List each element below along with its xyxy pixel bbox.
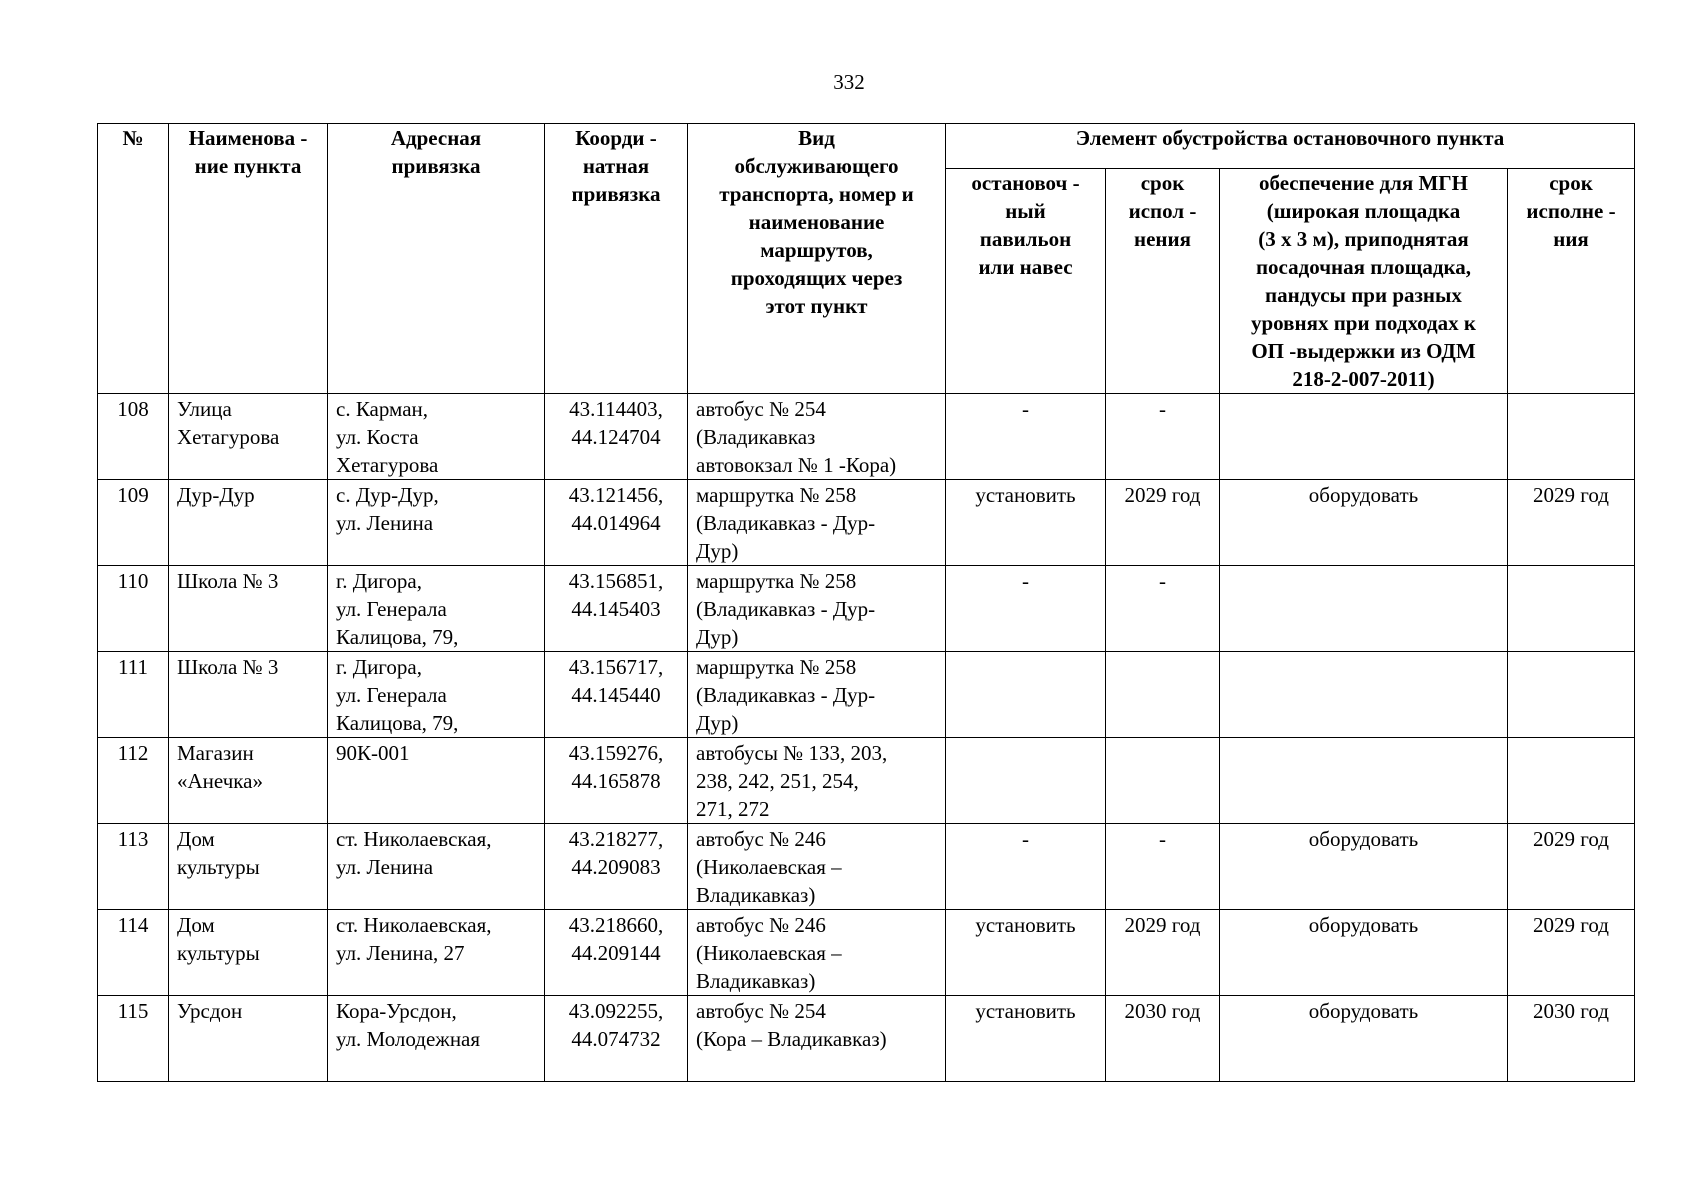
cell-transport-line: (Владикавказ: [696, 425, 816, 449]
cell-address-line: 90К-001: [336, 741, 410, 765]
cell-term-mgn: 2030 год: [1508, 996, 1635, 1082]
cell-term-pavilion: -: [1106, 566, 1220, 652]
cell-coordinates-line: 43.218660,: [568, 913, 664, 937]
cell-coordinates: [545, 738, 688, 824]
header-line: маршрутов,: [760, 238, 873, 262]
cell-mgn: [1220, 566, 1508, 652]
cell-term-mgn: [1508, 566, 1635, 652]
cell-transport-line: автобус № 254: [696, 397, 826, 421]
cell-transport-line: маршрутка № 258: [696, 655, 857, 679]
cell-term-mgn: [1508, 738, 1635, 824]
cell-address: [328, 738, 545, 824]
cell-term-mgn: [1508, 652, 1635, 738]
cell-transport-line: Дур): [696, 711, 739, 735]
cell-address-line: с. Карман,: [336, 397, 429, 421]
cell-transport: [688, 996, 946, 1082]
cell-transport: [688, 566, 946, 652]
header-line: (широкая площадка: [1266, 199, 1461, 223]
cell-coordinates-line: 43.156851,: [568, 569, 664, 593]
table-row: [98, 910, 1635, 996]
header-transport: [688, 124, 946, 394]
header-line: натная: [582, 154, 650, 178]
cell-transport-line: автобус № 254: [696, 999, 826, 1023]
cell-transport-line: автобусы № 133, 203,: [696, 741, 888, 765]
cell-term-mgn: 2029 год: [1508, 910, 1635, 996]
cell-num: 114: [98, 910, 169, 996]
cell-address-line: ул. Молодежная: [336, 1027, 481, 1051]
cell-name-line: Школа № 3: [177, 569, 279, 593]
cell-pavilion: установить: [946, 480, 1106, 566]
cell-coordinates-line: 44.145440: [571, 683, 661, 707]
cell-pavilion: [946, 738, 1106, 824]
cell-transport-line: маршрутка № 258: [696, 569, 857, 593]
header-element-group: [946, 124, 1635, 169]
table-row: [98, 996, 1635, 1082]
cell-address: [328, 824, 545, 910]
cell-address-line: Калицова, 79,: [336, 711, 459, 735]
header-line: Коорди -: [575, 126, 657, 150]
table-body: [98, 394, 1635, 1082]
cell-num: 112: [98, 738, 169, 824]
cell-address-line: ст. Николаевская,: [336, 827, 492, 851]
table-row: [98, 394, 1635, 480]
cell-coordinates-line: 43.121456,: [568, 483, 664, 507]
header-line: уровнях при подходах к: [1250, 311, 1477, 335]
header-term-mgn: [1508, 169, 1635, 394]
cell-name: [169, 394, 328, 480]
cell-address: [328, 566, 545, 652]
cell-address: [328, 996, 545, 1082]
cell-num: 110: [98, 566, 169, 652]
cell-coordinates: [545, 566, 688, 652]
cell-address-line: ул. Генерала: [336, 597, 447, 621]
cell-address-line: Хетагурова: [336, 453, 439, 477]
cell-address-line: г. Дигора,: [336, 569, 422, 593]
cell-name-line: культуры: [177, 855, 260, 879]
cell-transport-line: (Кора – Владикавказ): [696, 1027, 887, 1051]
header-term-pavilion: [1106, 169, 1220, 394]
header-line: №: [122, 126, 144, 150]
table-row: [98, 480, 1635, 566]
cell-num: 113: [98, 824, 169, 910]
header-line: проходящих через: [730, 266, 903, 290]
cell-transport-line: (Владикавказ - Дур-: [696, 683, 876, 707]
header-line: исполне -: [1526, 199, 1616, 223]
table-row: [98, 824, 1635, 910]
cell-address-line: ул. Коста: [336, 425, 419, 449]
cell-name: [169, 566, 328, 652]
cell-name-line: Школа № 3: [177, 655, 279, 679]
header-coordinates: [545, 124, 688, 394]
cell-address-line: ст. Николаевская,: [336, 913, 492, 937]
cell-transport-line: Дур): [696, 539, 739, 563]
cell-name-line: Хетагурова: [177, 425, 280, 449]
header-name: [169, 124, 328, 394]
cell-term-mgn: 2029 год: [1508, 824, 1635, 910]
cell-transport-line: автовокзал № 1 -Кора): [696, 453, 897, 477]
cell-num: 109: [98, 480, 169, 566]
page-number: 332: [833, 70, 865, 94]
cell-coordinates: [545, 910, 688, 996]
cell-address-line: ул. Ленина: [336, 511, 434, 535]
table-row: [98, 652, 1635, 738]
table-row: [98, 738, 1635, 824]
header-line: ный: [1005, 199, 1046, 223]
header-line: посадочная площадка,: [1255, 255, 1472, 279]
cell-transport-line: (Владикавказ - Дур-: [696, 597, 876, 621]
cell-transport: [688, 394, 946, 480]
cell-coordinates-line: 43.156717,: [568, 655, 664, 679]
cell-address: [328, 910, 545, 996]
cell-coordinates-line: 44.209083: [571, 855, 661, 879]
cell-term-pavilion: -: [1106, 824, 1220, 910]
cell-name: [169, 480, 328, 566]
header-line: ОП -выдержки из ОДМ: [1251, 339, 1476, 363]
cell-pavilion: [946, 652, 1106, 738]
bus-stops-table: [97, 123, 1635, 1082]
table-row: [98, 566, 1635, 652]
cell-transport-line: (Николаевская –: [696, 941, 842, 965]
cell-coordinates-line: 44.145403: [571, 597, 661, 621]
cell-address-line: ул. Ленина, 27: [336, 941, 465, 965]
cell-coordinates-line: 43.114403,: [569, 397, 663, 421]
cell-transport-line: автобус № 246: [696, 913, 826, 937]
cell-transport-line: автобус № 246: [696, 827, 826, 851]
cell-name-line: культуры: [177, 941, 260, 965]
cell-transport: [688, 480, 946, 566]
cell-coordinates-line: 44.165878: [571, 769, 661, 793]
header-line: нения: [1134, 227, 1191, 251]
cell-mgn: оборудовать: [1220, 910, 1508, 996]
cell-name-line: Улица: [177, 397, 232, 421]
cell-name: [169, 996, 328, 1082]
header-line: остановоч -: [971, 171, 1080, 195]
cell-address-line: с. Дур-Дур,: [336, 483, 439, 507]
cell-mgn: [1220, 652, 1508, 738]
cell-coordinates-line: 44.209144: [571, 941, 661, 965]
cell-name: [169, 738, 328, 824]
cell-coordinates: [545, 394, 688, 480]
header-line: транспорта, номер и: [719, 182, 914, 206]
header-line: срок: [1140, 171, 1185, 195]
cell-pavilion: -: [946, 824, 1106, 910]
header-address: [328, 124, 545, 394]
header-line: ния: [1553, 227, 1589, 251]
header-line: Наименова -: [188, 126, 308, 150]
cell-mgn: [1220, 738, 1508, 824]
header-mgn: [1220, 169, 1508, 394]
cell-name-line: «Анечка»: [177, 769, 263, 793]
cell-name: [169, 824, 328, 910]
header-line: этот пункт: [765, 294, 868, 318]
cell-transport-line: 271, 272: [696, 797, 770, 821]
cell-coordinates-line: 43.218277,: [568, 827, 664, 851]
header-line: павильон: [979, 227, 1072, 251]
cell-num: 111: [98, 652, 169, 738]
cell-term-pavilion: [1106, 738, 1220, 824]
cell-name-line: Дом: [177, 913, 215, 937]
cell-mgn: оборудовать: [1220, 824, 1508, 910]
cell-coordinates-line: 43.159276,: [568, 741, 664, 765]
cell-name-line: Урсдон: [177, 999, 243, 1023]
header-row-top: [98, 124, 1635, 169]
cell-coordinates: [545, 652, 688, 738]
cell-address-line: г. Дигора,: [336, 655, 422, 679]
header-line: Элемент обустройства остановочного пункта: [1075, 126, 1505, 150]
cell-term-pavilion: -: [1106, 394, 1220, 480]
header-line: (3 х 3 м), приподнятая: [1258, 227, 1469, 251]
cell-term-pavilion: [1106, 652, 1220, 738]
cell-pavilion: -: [946, 566, 1106, 652]
header-line: испол -: [1128, 199, 1197, 223]
cell-name: [169, 910, 328, 996]
cell-name-line: Магазин: [177, 741, 254, 765]
header-line: обеспечение для МГН: [1259, 171, 1468, 195]
cell-address-line: ул. Ленина: [336, 855, 434, 879]
cell-num: 115: [98, 996, 169, 1082]
cell-coordinates: [545, 996, 688, 1082]
header-num: [98, 124, 169, 394]
header-line: наименование: [748, 210, 885, 234]
cell-transport-line: маршрутка № 258: [696, 483, 857, 507]
cell-transport-line: 238, 242, 251, 254,: [696, 769, 859, 793]
cell-address: [328, 652, 545, 738]
cell-name: [169, 652, 328, 738]
header-pavilion: [946, 169, 1106, 394]
cell-coordinates-line: 43.092255,: [568, 999, 664, 1023]
cell-coordinates: [545, 480, 688, 566]
header-line: привязка: [571, 182, 661, 206]
cell-coordinates-line: 44.074732: [571, 1027, 661, 1051]
header-line: обслуживающего: [734, 154, 899, 178]
cell-transport: [688, 910, 946, 996]
cell-num: 108: [98, 394, 169, 480]
cell-address-line: Калицова, 79,: [336, 625, 459, 649]
cell-term-pavilion: 2029 год: [1106, 910, 1220, 996]
cell-transport: [688, 824, 946, 910]
header-line: или навес: [978, 255, 1073, 279]
cell-coordinates: [545, 824, 688, 910]
header-line: Вид: [798, 126, 835, 150]
cell-pavilion: -: [946, 394, 1106, 480]
cell-transport: [688, 738, 946, 824]
cell-coordinates-line: 44.014964: [571, 511, 661, 535]
cell-term-mgn: 2029 год: [1508, 480, 1635, 566]
cell-term-pavilion: 2029 год: [1106, 480, 1220, 566]
cell-name-line: Дом: [177, 827, 215, 851]
cell-pavilion: установить: [946, 996, 1106, 1082]
header-line: привязка: [391, 154, 481, 178]
cell-term-pavilion: 2030 год: [1106, 996, 1220, 1082]
cell-mgn: оборудовать: [1220, 480, 1508, 566]
header-line: срок: [1549, 171, 1593, 195]
cell-transport: [688, 652, 946, 738]
cell-transport-line: (Владикавказ - Дур-: [696, 511, 876, 535]
cell-address-line: Кора-Урсдон,: [336, 999, 457, 1023]
cell-transport-line: (Николаевская –: [696, 855, 842, 879]
header-line: Адресная: [390, 126, 482, 150]
cell-name-line: Дур-Дур: [177, 483, 255, 507]
header-line: ние пункта: [194, 154, 302, 178]
cell-mgn: оборудовать: [1220, 996, 1508, 1082]
cell-transport-line: Владикавказ): [696, 969, 816, 993]
cell-address-line: ул. Генерала: [336, 683, 447, 707]
cell-mgn: [1220, 394, 1508, 480]
cell-coordinates-line: 44.124704: [571, 425, 661, 449]
cell-pavilion: установить: [946, 910, 1106, 996]
cell-transport-line: Дур): [696, 625, 739, 649]
cell-term-mgn: [1508, 394, 1635, 480]
cell-transport-line: Владикавказ): [696, 883, 816, 907]
cell-address: [328, 394, 545, 480]
header-line: 218-2-007-2011): [1292, 367, 1435, 391]
cell-address: [328, 480, 545, 566]
header-line: пандусы при разных: [1265, 283, 1462, 307]
